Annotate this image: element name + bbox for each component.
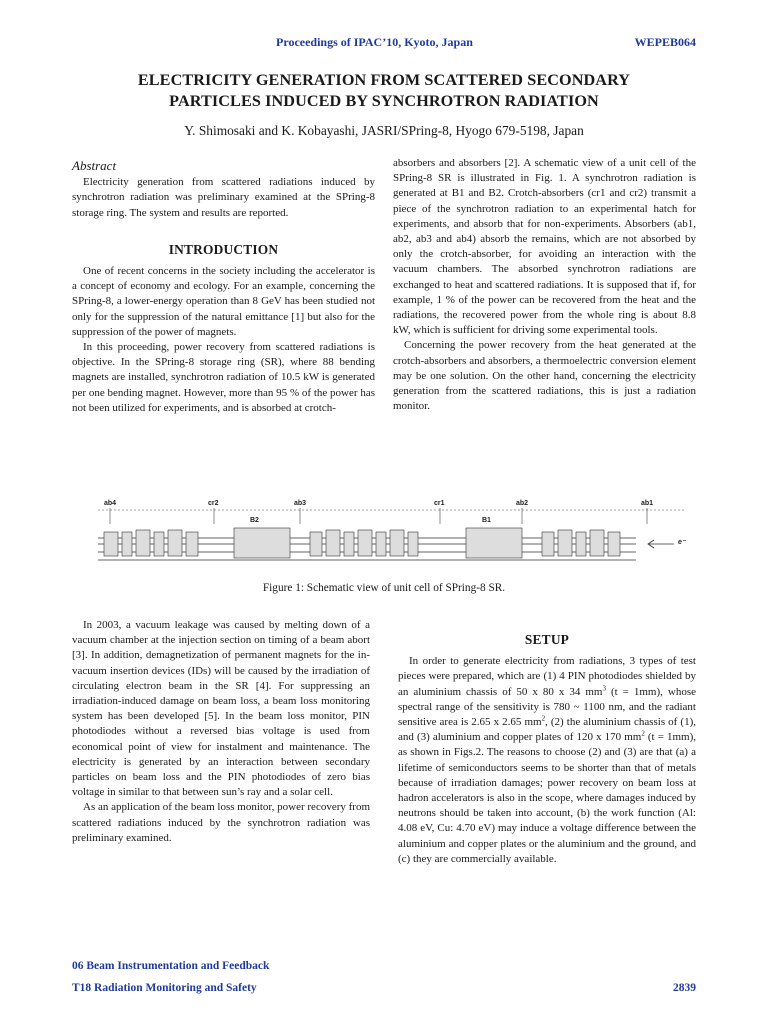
intro-paragraph-1: One of recent concerns in the society including the accelerator is a concept of economy and ecology. For an example, concerning the SPring-8, a lower-energy operation than 8 GeV has been studied not only for the suppression of the natural emittance [1] but also for the suppression of the power of magnets. (72, 265, 375, 338)
setup-text-2: (t = 1mm), whose spectral range of the sensitivity is 780 ~ 1100 nm, and the radiant sensitive area is 2.65 x 2.65 mm (398, 685, 696, 729)
left-column-top (72, 158, 375, 416)
left-column-bottom (72, 618, 370, 846)
setup-sup-3: 2 (641, 729, 645, 738)
label-b1: B1 (482, 517, 491, 524)
footer-session (72, 982, 696, 994)
running-header (0, 35, 768, 51)
title-line-1: ELECTRICITY GENERATION FROM SCATTERED SECONDARY (137, 71, 631, 89)
proceedings-label: Proceedings of IPAC’10, Kyoto, Japan (276, 35, 473, 49)
figure-caption: Figure 1: Schematic view of unit cell of SPring-8 SR. (262, 582, 506, 594)
setup-text-1: In order to generate electricity from radiations, 3 types of test pieces were prepared, which are (1) 4 PIN photodiodes shielded by an aluminium chassis of 50 x 80 x 34 mm (398, 655, 696, 698)
intro-paragraph-4: Concerning the power recovery from the heat generated at the crotch-absorbers and absorbers, a thermoelectric conversion element may be one solution. On the other hand, concerning the electricity generation from the scattered radiations, this is just a radiation monitor. (393, 339, 696, 413)
setup-heading: SETUP (524, 632, 570, 647)
setup-text-3: , (2) the aluminium chassis of (1), and (3) aluminium and copper plates of 120 x 170 mm (398, 716, 696, 744)
intro-paragraph-5: In 2003, a vacuum leakage was caused by melting down of a vacuum chamber at the injection section on timing of a beam abort [3]. In addition, demagnetization of permanent magnets for the in-vacuum insertion devices (IDs) will be caused by the irradiation of circulating electron beam in the SR [4]. For suppressing an irradiation-induced damage on beam loss, a beam loss monitoring system has been developed [5]. In the beam loss monitor, PIN photodiodes without a reversed bias voltage is used from economical point of view for instalment and maintenance. The electricity is generated by an interaction between secondary particles on beam loss and the PIN photodiodes of zero bias voltage in similar to that between sun’s ray and a solar cell. (72, 619, 370, 799)
right-column-bottom (398, 632, 696, 867)
label-ab3: ab3 (294, 500, 307, 507)
abstract-heading: Abstract (72, 158, 117, 173)
paper-title (60, 70, 708, 112)
title-line-2: PARTICLES INDUCED BY SYNCHROTRON RADIATION (169, 92, 599, 110)
label-electron: e⁻ (678, 539, 686, 546)
label-cr2: cr2 (208, 500, 219, 507)
label-ab2: ab2 (516, 500, 529, 507)
footer-track (72, 960, 696, 972)
label-cr1: cr1 (434, 500, 445, 507)
setup-text-4: (t = 1mm), as shown in Figs.2. The reasons to choose (2) and (3) are that (a) a lifetime of semiconductors seems to be shorter than that of metals because of irradiation damages; power recovery on beam loss at hadron accelerators is also in the scope, where damages induced by neutrons should be taken into account, (b) the work function (Al: 4.08 eV, Cu: 4.70 eV) may induce a voltage difference between the aluminium and copper plates or the aluminium and the ground, and (c) they are commercially available. (398, 731, 696, 865)
footer-line-2: T18 Radiation Monitoring and Safety (72, 982, 257, 994)
setup-sup-2: 2 (541, 714, 546, 723)
intro-paragraph-3: absorbers and absorbers [2]. A schematic view of a unit cell of the SPring-8 SR is illustrated in Fig. 1. A synchrotron radiation is generated at B1 and B2. Crotch-absorbers (cr1 and cr2) transmit a piece of the synchrotron radiation to an experimental hatch for experiments, and absorb that for non-experiments. Absorbers (ab1, ab2, ab3 and ab4) absorb the remains, which are not absorbed by only the crotch-absorber, for avoiding an interaction with the vacuum chambers. The absorbed synchrotron radiations are exchanged to heat and scattered radiations. It is supposed that if, for example, 1 % of the power can be recovered from the heat and the radiations, the recovered power from the whole ring is about 8.8 kW, which is sufficient for driving some experimental tools. (393, 157, 696, 337)
abstract-text: Electricity generation from scattered radiations induced by synchrotron radiation was preliminary examined at the SPring-8 storage ring. The system and results are reported. (72, 176, 375, 219)
footer-line-1: 06 Beam Instrumentation and Feedback (72, 960, 270, 972)
label-ab4: ab4 (104, 500, 117, 507)
intro-paragraph-2: In this proceeding, power recovery from scattered radiations is objective. In the SPring-8 storage ring (SR), where 88 bending magnets are installed, synchrotron radiation of 10.5 kW is generated per one bending magnet. However, more than 95 % of the power has not been utilized for experiments, and is absorbed at crotch- (72, 341, 375, 414)
intro-paragraph-6: As an application of the beam loss monitor, power recovery from scattered radiations induced by the synchrotron radiation was preliminary examined. (72, 801, 371, 844)
label-b2: B2 (250, 517, 259, 524)
unit-cell-schematic (96, 494, 686, 574)
setup-sup-1: 3 (602, 683, 606, 692)
right-column-top (393, 156, 696, 414)
setup-paragraph (398, 654, 696, 867)
page-number: 2839 (673, 982, 696, 994)
author-line: Y. Shimosaki and K. Kobayashi, JASRI/SPring-8, Hyogo 679-5198, Japan (184, 123, 584, 138)
paper-code: WEPEB064 (634, 35, 696, 49)
introduction-heading: INTRODUCTION (168, 241, 279, 257)
label-ab1: ab1 (641, 500, 654, 507)
